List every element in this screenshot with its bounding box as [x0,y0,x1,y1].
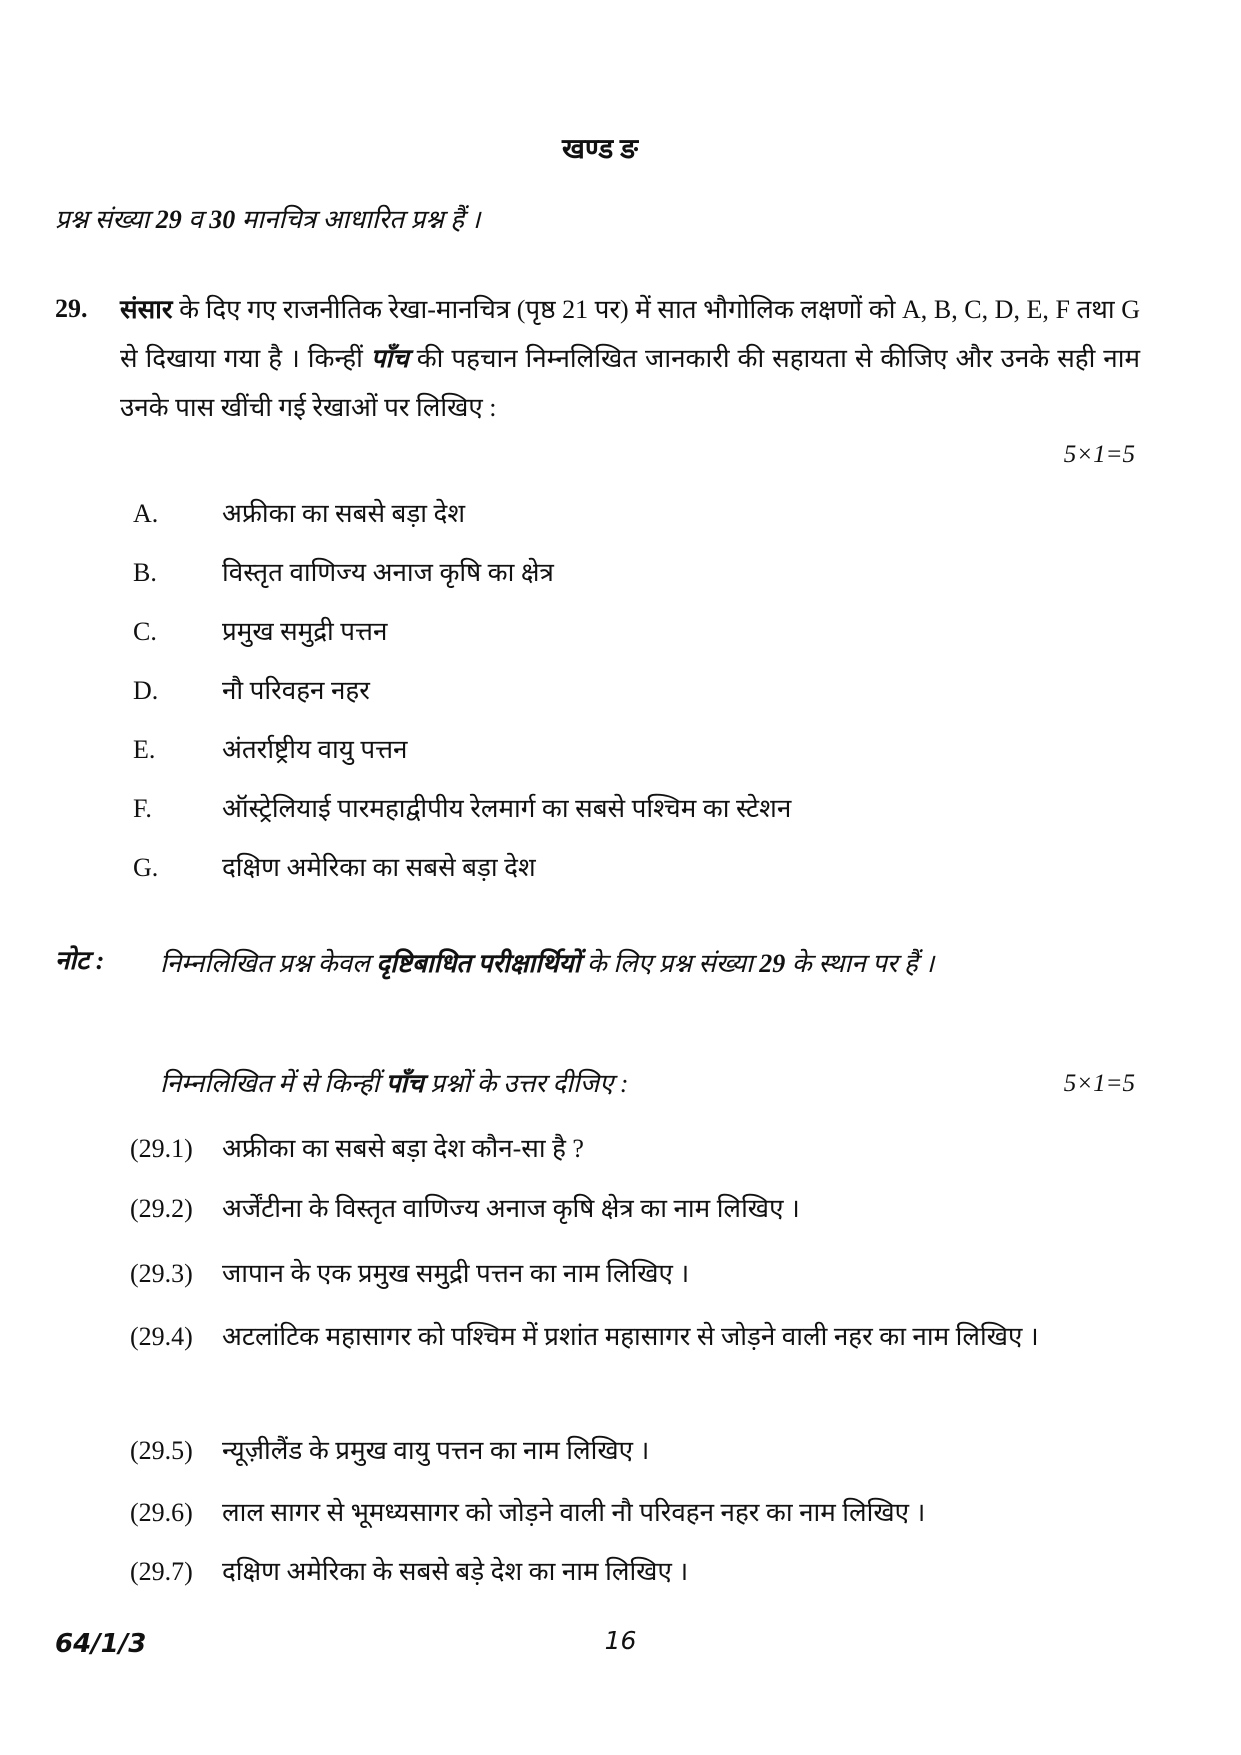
feature-text-f: ऑस्ट्रेलियाई पारमहाद्वीपीय रेलमार्ग का सबसे पश्चिम का स्टेशन [222,794,792,823]
subquestion-row-29-4 [130,1312,1135,1362]
subquestion-text-29-4: अटलांटिक महासागर को पश्चिम में प्रशांत महासागर से जोड़ने वाली नहर का नाम लिखिए । [222,1322,1039,1351]
feature-text-d: नौ परिवहन नहर [222,676,370,705]
subquestion-row-29-6 [130,1488,1135,1538]
subquestion-row-29-3 [130,1249,1135,1299]
question-29-text-part1: के दिए गए राजनीतिक रेखा-मानचित्र (पृष्ठ 21 पर) में सात भौगोलिक लक्षणों को A, B, C, D, E, F तथा G से दिखाया गया है । किन्हीं [120,295,1140,373]
feature-text-b: विस्तृत वाणिज्य अनाज कृषि का क्षेत्र [222,558,554,587]
question-29-text [120,285,1140,432]
note-post: के स्थान पर हैं । [785,949,935,978]
question-29-bold-panch: पाँच [370,344,409,373]
intro-pre: प्रश्न संख्या [55,205,156,234]
subquestion-text-29-7: दक्षिण अमेरिका के सबसे बड़े देश का नाम लिखिए । [222,1557,689,1586]
intro-question-number-1: 29 [155,205,182,234]
subquestion-label-29-2: (29.2) [130,1194,193,1223]
footer-page-number: 16 [604,1626,637,1655]
map-questions-intro [55,200,480,240]
feature-label-f: F. [133,794,152,823]
note-pre: निम्नलिखित प्रश्न केवल [160,949,377,978]
feature-label-b: B. [133,558,157,587]
feature-row-e [133,730,407,770]
question-29-bold-lead: संसार [120,295,173,324]
feature-row-a [133,494,465,534]
note-label: नोट : [55,946,105,975]
instruction-post: प्रश्नों के उत्तर दीजिए : [423,1069,629,1098]
question-29-number: 29. [55,294,88,323]
subquestion-text-29-6: लाल सागर से भूमध्यसागर को जोड़ने वाली नौ परिवहन नहर का नाम लिखिए । [222,1498,926,1527]
intro-post: मानचित्र आधारित प्रश्न हैं । [235,205,481,234]
subquestion-label-29-6: (29.6) [130,1498,193,1527]
feature-row-b [133,553,554,593]
note-text [160,939,1135,989]
note-bold-number: 29 [759,949,786,978]
feature-label-e: E. [133,735,156,764]
feature-label-c: C. [133,617,157,646]
question-29-marks: 5×1=5 [1063,441,1135,468]
instruction-bold-panch: पाँच [385,1069,424,1098]
subquestion-label-29-7: (29.7) [130,1557,193,1586]
feature-text-e: अंतर्राष्ट्रीय वायु पत्तन [222,735,408,764]
feature-label-d: D. [133,676,159,705]
subquestion-text-29-1: अफ्रीका का सबसे बड़ा देश कौन-सा है ? [222,1134,584,1163]
feature-text-g: दक्षिण अमेरिका का सबसे बड़ा देश [222,853,536,882]
subquestion-row-29-1 [130,1124,1135,1174]
feature-label-a: A. [133,499,159,528]
feature-row-c [133,612,387,652]
intro-question-number-2: 30 [209,205,236,234]
feature-row-d [133,671,370,711]
subquestion-label-29-1: (29.1) [130,1134,193,1163]
feature-row-g [133,848,536,888]
footer-paper-code: 64/1/3 [55,1629,147,1659]
subquestion-row-29-7 [130,1547,1135,1597]
subquestion-text-29-5: न्यूज़ीलैंड के प्रमुख वायु पत्तन का नाम लिखिए । [222,1436,650,1465]
subquestion-label-29-5: (29.5) [130,1436,193,1465]
instruction-pre: निम्नलिखित में से किन्हीं [160,1069,386,1098]
subquestion-text-29-3: जापान के एक प्रमुख समुद्री पत्तन का नाम लिखिए । [222,1259,690,1288]
feature-label-g: G. [133,853,159,882]
subquestion-text-29-2: अर्जेंटीना के विस्तृत वाणिज्य अनाज कृषि क्षेत्र का नाम लिखिए । [222,1194,800,1223]
alt-question-marks: 5×1=5 [1063,1070,1135,1097]
note-mid: के लिए प्रश्न संख्या [580,949,760,978]
subquestion-row-29-5 [130,1426,1135,1476]
subquestion-row-29-2 [130,1184,1135,1234]
alt-question-instruction [160,1064,629,1104]
feature-row-f [133,789,791,829]
feature-text-c: प्रमुख समुद्री पत्तन [222,617,388,646]
feature-text-a: अफ्रीका का सबसे बड़ा देश [222,499,466,528]
note-bold-phrase: दृष्टिबाधित परीक्षार्थियों [376,949,581,978]
subquestion-label-29-3: (29.3) [130,1259,193,1288]
subquestion-label-29-4: (29.4) [130,1322,193,1351]
intro-mid: व [181,205,210,234]
section-heading: खण्ड ङ [561,134,639,165]
question-29-text-part2: की पहचान निम्नलिखित जानकारी की सहायता से कीजिए और उनके सही नाम उनके पास खींची गई रेखाओं पर लिखिए : [120,344,1140,422]
